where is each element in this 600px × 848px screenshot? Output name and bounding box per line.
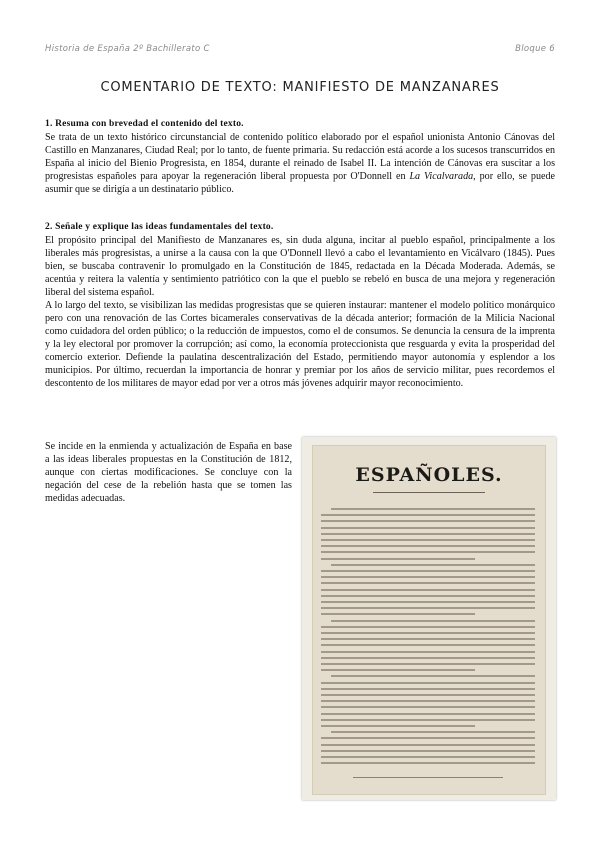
manifesto-photo bbox=[302, 437, 556, 800]
poster-text-line bbox=[321, 595, 535, 597]
poster-text-line bbox=[321, 514, 535, 516]
poster-text-line bbox=[321, 589, 535, 591]
poster-text-line bbox=[321, 651, 535, 653]
poster-text-line bbox=[331, 620, 535, 622]
poster-text-line bbox=[321, 750, 535, 752]
poster-text-line bbox=[321, 558, 475, 560]
poster-text-line bbox=[321, 626, 535, 628]
poster-text-line bbox=[321, 601, 535, 603]
poster-text-line bbox=[321, 533, 535, 535]
poster-text-line bbox=[321, 688, 535, 690]
poster-text-line bbox=[321, 663, 535, 665]
poster-text-line bbox=[321, 638, 535, 640]
poster-text-line bbox=[321, 613, 475, 615]
poster-text-line bbox=[321, 706, 535, 708]
poster-text-line bbox=[331, 675, 535, 677]
section-1-text-b: , por ello, se puede asumir que se dirigía a un destinatario público. bbox=[45, 171, 555, 195]
poster-text-line bbox=[321, 582, 535, 584]
poster-footer-rule bbox=[353, 777, 503, 778]
poster-text-line bbox=[321, 576, 535, 578]
poster-text-line bbox=[321, 520, 535, 522]
conclusion-paragraph: Se incide en la enmienda y actualización de España en base a las ideas liberales propuestas en la Constitución de 1812, aunque con ciertas modificaciones. Se concluye con la negación del cese de la rebelión hasta que se tomen las medidas adecuadas. bbox=[45, 441, 292, 504]
poster-text-line bbox=[321, 756, 535, 758]
manifesto-poster bbox=[312, 445, 546, 795]
poster-text-line bbox=[321, 657, 535, 659]
poster-text-line bbox=[321, 545, 535, 547]
poster-text-line bbox=[321, 551, 535, 553]
poster-text-line bbox=[321, 744, 535, 746]
section-1-paragraph bbox=[45, 131, 555, 196]
poster-text-line bbox=[321, 694, 535, 696]
poster-text-line bbox=[321, 607, 535, 609]
section-2-heading: 2. Señale y explique las ideas fundamentales del texto. bbox=[45, 222, 274, 232]
poster-text-line bbox=[321, 762, 535, 764]
poster-text-line bbox=[321, 682, 535, 684]
poster-text-line bbox=[321, 570, 535, 572]
poster-text-line bbox=[321, 669, 475, 671]
poster-text-line bbox=[321, 737, 535, 739]
section-1-text-a: Se trata de un texto histórico circunstancial de contenido político elaborado por el español unionista Antonio Cánovas del Castillo en Manzanares, Ciudad Real; por lo tanto, de fuente primaria. Su redacción está acorde a los sucesos transcurridos en España al inicio del Bienio Progresista, en 1854, durante el reinado de Isabel II. La intención de Cánovas era suscitar a los progresistas españoles para apoyar la regeneración liberal propuesta por O'Donnell en bbox=[45, 132, 555, 182]
page-title: COMENTARIO DE TEXTO: MANIFIESTO DE MANZANARES bbox=[100, 80, 500, 95]
poster-text-line bbox=[331, 564, 535, 566]
poster-text-line bbox=[321, 719, 535, 721]
section-2 bbox=[45, 221, 555, 390]
poster-text-line bbox=[331, 731, 535, 733]
poster-text-line bbox=[321, 527, 535, 529]
section-1-italic-term: La Vicalvarada bbox=[409, 171, 474, 182]
section-1-heading: 1. Resuma con brevedad el contenido del texto. bbox=[45, 119, 244, 129]
poster-text-line bbox=[321, 539, 535, 541]
header-course: Historia de España 2º Bachillerato C bbox=[45, 44, 210, 54]
header-block: Bloque 6 bbox=[515, 44, 555, 54]
poster-text-line bbox=[321, 644, 535, 646]
poster-title: ESPAÑOLES. bbox=[355, 464, 503, 486]
section-2-paragraph-1: El propósito principal del Manifiesto de Manzanares es, sin duda alguna, incitar al pueblo español, principalmente a los liberales más progresistas, a unirse a la causa con la que O'Donnell llevó a cabo el levantamiento en Vicálvaro (1845). Pues bien, se buscaba contravenir lo promulgado en la Constitución de 1845, redactada en la Década Moderada. Además, se acentúa y reitera la valentía y sentimiento patriótico con la que el pueblo se rebeló en busca de una mejora y regeneración liberal del sistema español. bbox=[45, 235, 555, 298]
poster-text-line bbox=[321, 713, 535, 715]
poster-text-line bbox=[321, 632, 535, 634]
poster-text-line bbox=[321, 725, 475, 727]
section-1 bbox=[45, 118, 555, 196]
section-2-paragraph-2: A lo largo del texto, se visibilizan las medidas progresistas que se quieren instaurar: mantener el modelo político monárquico pero con una renovación de las Cortes bicamerales conservativas de la década anterior; formación de la Milicia Nacional como cuidadora del orden público; o la reducción de impuestos, como el de consumos. Se denuncia la censura de la imprenta y la ley electoral por promover la corrupción; así como, la economía proteccionista que resguarda y evita la prosperidad del comercio exterior. Defiende la paulatina descentralización del Estado, permitiendo mayor autonomía y esplendor a los municipios. Por último, recuerdan la importancia de honrar y premiar por los años de servicio militar, pues recordemos el descontento de los militares de mayor edad por ver a otros más jóvenes adquirir mayor reconocimiento. bbox=[45, 300, 555, 389]
poster-text-line bbox=[321, 700, 535, 702]
poster-text-line bbox=[331, 508, 535, 510]
poster-divider bbox=[373, 492, 485, 493]
